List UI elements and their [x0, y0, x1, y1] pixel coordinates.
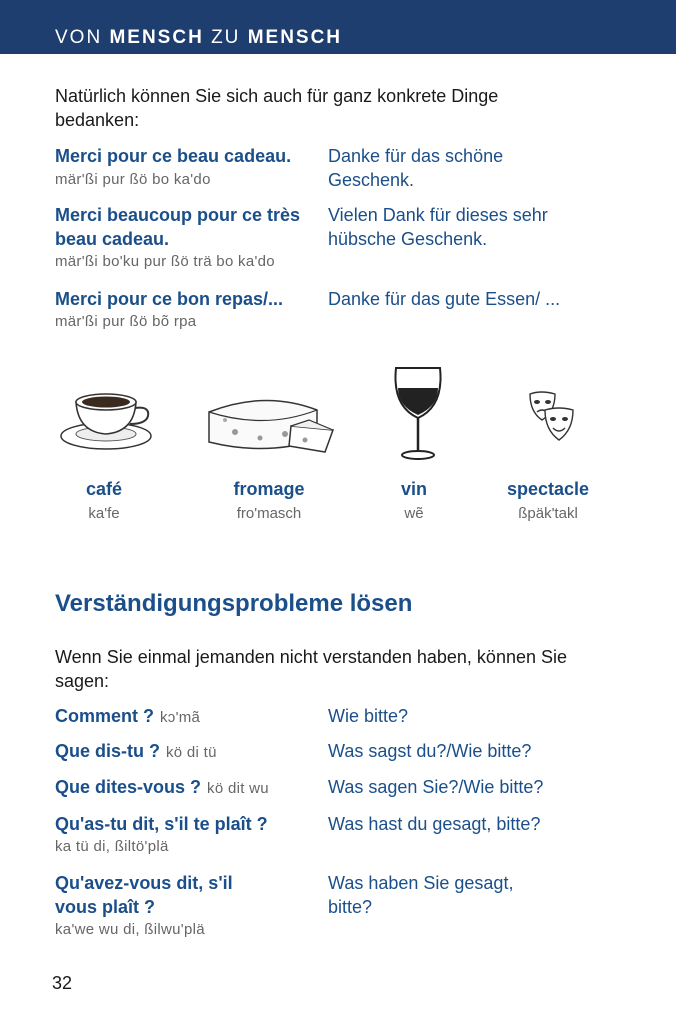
pronunciation: kɔ'mã	[160, 709, 201, 726]
vocab-word: vin	[400, 479, 427, 499]
german-translation: Was hast du gesagt, bitte?	[328, 814, 541, 834]
theater-masks-icon	[527, 390, 575, 448]
german-translation: Was sagst du?/Wie bitte?	[328, 741, 532, 761]
cheese-icon	[205, 390, 337, 460]
pronunciation: mär'ßi pur ßö bo ka'do	[55, 171, 211, 188]
french-phrase: Comment ? kɔ'mã	[55, 706, 201, 726]
vocab-word: spectacle	[506, 479, 590, 499]
pronunciation: kö di tü	[166, 744, 217, 761]
section-title: Verständigungsprobleme lösen	[55, 590, 413, 617]
running-header: VON MENSCH ZU MENSCH	[55, 27, 343, 48]
pronunciation: mär'ßi pur ßö bõ rpa	[55, 313, 197, 330]
vocab-pronunciation: fro'masch	[236, 505, 302, 522]
german-translation: Danke für das gute Essen/ ...	[328, 289, 561, 309]
header-band	[0, 0, 676, 54]
pronunciation: ka'we wu di, ßilwu'plä	[55, 921, 205, 938]
german-translation: Was haben Sie gesagt, bitte?	[328, 873, 514, 917]
german-translation: Was sagen Sie?/Wie bitte?	[328, 777, 544, 797]
german-translation: Wie bitte?	[328, 706, 409, 726]
french-phrase: Qu'avez-vous dit, s'il vous plaît ?	[55, 873, 233, 917]
vocab-pronunciation: ßpäk'takl	[518, 505, 578, 522]
german-translation: Danke für das schöne Geschenk.	[328, 146, 504, 190]
vocab-word: café	[85, 479, 123, 499]
page-number: 32	[52, 973, 73, 993]
french-phrase: Merci pour ce bon repas/...	[55, 289, 284, 309]
french-phrase: Que dites-vous ? kö dit wu	[55, 777, 269, 797]
vocab-pronunciation: wẽ	[404, 505, 424, 522]
intro-paragraph: Natürlich können Sie sich auch für ganz konkrete Dinge bedanken:	[55, 86, 499, 130]
wine-glass-icon	[392, 366, 444, 462]
intro-paragraph: Wenn Sie einmal jemanden nicht verstanden haben, können Sie sagen:	[55, 647, 568, 691]
pronunciation: mär'ßi bo'ku pur ßö trä bo ka'do	[55, 253, 275, 270]
french-phrase: Merci beaucoup pour ce très beau cadeau.	[55, 205, 301, 249]
pronunciation: ka tü di, ßiltö'plä	[55, 838, 169, 855]
coffee-cup-icon	[60, 388, 156, 454]
vocab-pronunciation: ka'fe	[88, 505, 120, 522]
french-phrase: Merci pour ce beau cadeau.	[55, 146, 292, 166]
french-phrase: Que dis-tu ? kö di tü	[55, 741, 217, 761]
french-phrase: Qu'as-tu dit, s'il te plaît ?	[55, 814, 268, 834]
german-translation: Vielen Dank für dieses sehr hübsche Geschenk.	[328, 205, 548, 249]
vocab-word: fromage	[233, 479, 305, 499]
pronunciation: kö dit wu	[207, 780, 269, 797]
